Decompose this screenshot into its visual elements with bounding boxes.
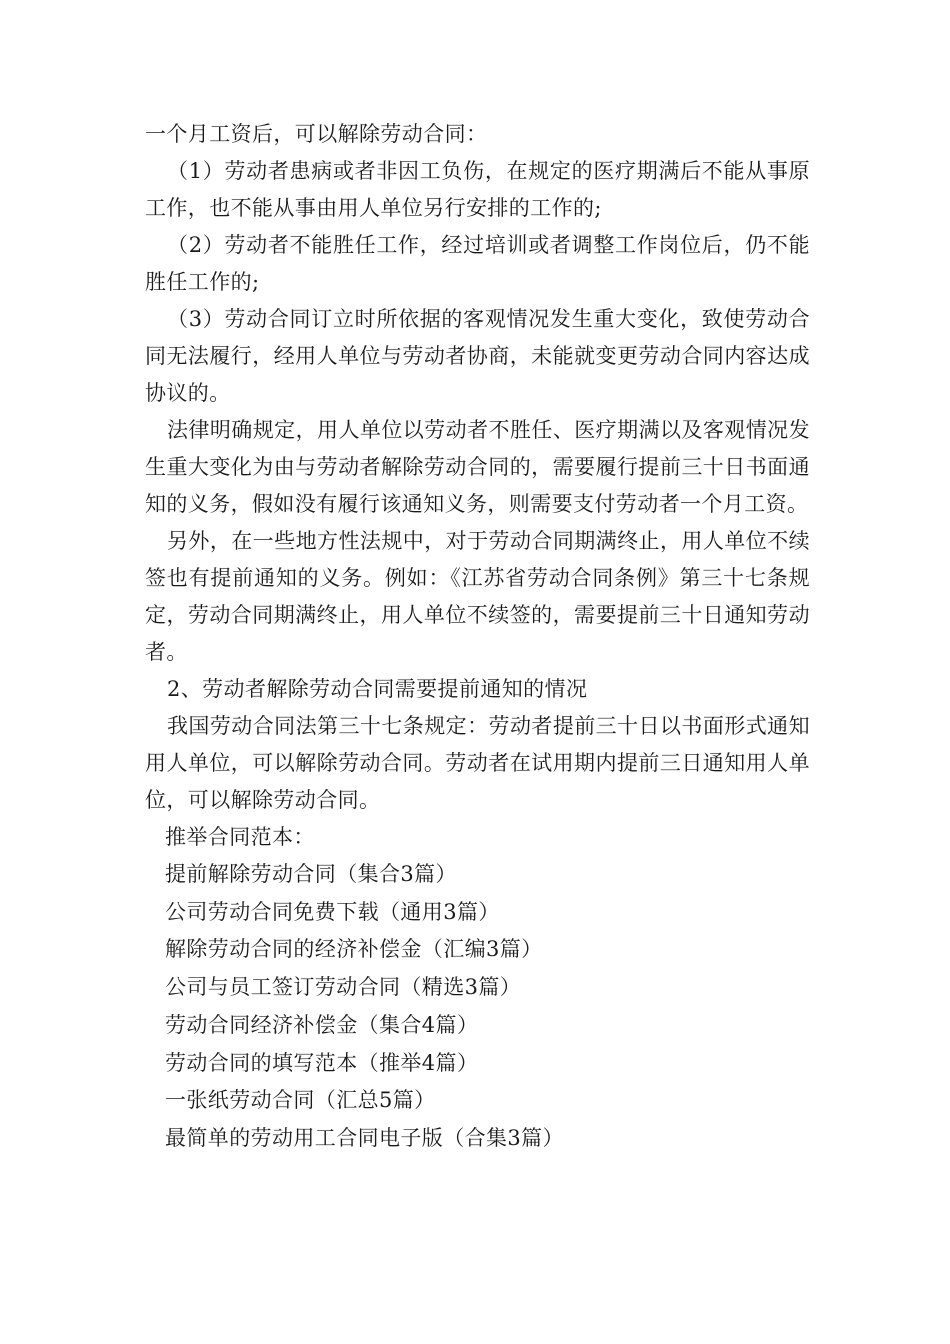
recommend-link[interactable]: 提前解除劳动合同（集合3篇）	[165, 862, 457, 886]
recommend-link[interactable]: 最简单的劳动用工合同电子版（合集3篇）	[165, 1125, 564, 1150]
recommend-link[interactable]: 劳动合同经济补偿金（集合4篇）	[165, 1012, 479, 1037]
recommend-link[interactable]: 公司劳动合同免费下载（通用3篇）	[165, 899, 500, 924]
document-body	[145, 116, 810, 1158]
section-heading: 2、劳动者解除劳动合同需要提前通知的情况	[167, 677, 588, 701]
paragraph-item-2: （2）劳动者不能胜任工作，经过培训或者调整工作岗位后，仍不能胜任工作的;	[145, 233, 810, 294]
paragraph-local-regulation: 另外，在一些地方性法规中，对于劳动合同期满终止，用人单位不续签也有提前通知的义务。例如：《江苏省劳动合同条例》第三十七条规定，劳动合同期满终止，用人单位不续签的，需要提前三十日通知劳动者。	[145, 529, 810, 664]
paragraph-item-3: （3）劳动合同订立时所依据的客观情况发生重大变化，致使劳动合同无法履行，经用人单位与劳动者协商，未能就变更劳动合同内容达成协议的。	[145, 307, 810, 405]
paragraph-intro: 一个月工资后，可以解除劳动合同：	[145, 122, 488, 146]
recommend-title: 推举合同范本：	[165, 825, 315, 849]
paragraph-legal-rule: 法律明确规定，用人单位以劳动者不胜任、医疗期满以及客观情况发生重大变化为由与劳动者解除劳动合同的，需要履行提前三十日书面通知的义务，假如没有履行该通知义务，则需要支付劳动者一个月工资。	[145, 418, 810, 516]
recommend-list	[145, 856, 810, 1158]
paragraph-article-37: 我国劳动合同法第三十七条规定：劳动者提前三十日以书面形式通知用人单位，可以解除劳动合同。劳动者在试用期内提前三日通知用人单位，可以解除劳动合同。	[145, 714, 810, 812]
recommend-link[interactable]: 公司与员工签订劳动合同（精选3篇）	[165, 975, 522, 1000]
recommend-link[interactable]: 解除劳动合同的经济补偿金（汇编3篇）	[165, 937, 543, 962]
recommend-link[interactable]: 劳动合同的填写范本（推举4篇）	[165, 1050, 479, 1075]
paragraph-item-1: （1）劳动者患病或者非因工负伤，在规定的医疗期满后不能从事原工作，也不能从事由用人单位另行安排的工作的;	[145, 159, 810, 220]
recommend-link[interactable]: 一张纸劳动合同（汇总5篇）	[165, 1088, 436, 1113]
